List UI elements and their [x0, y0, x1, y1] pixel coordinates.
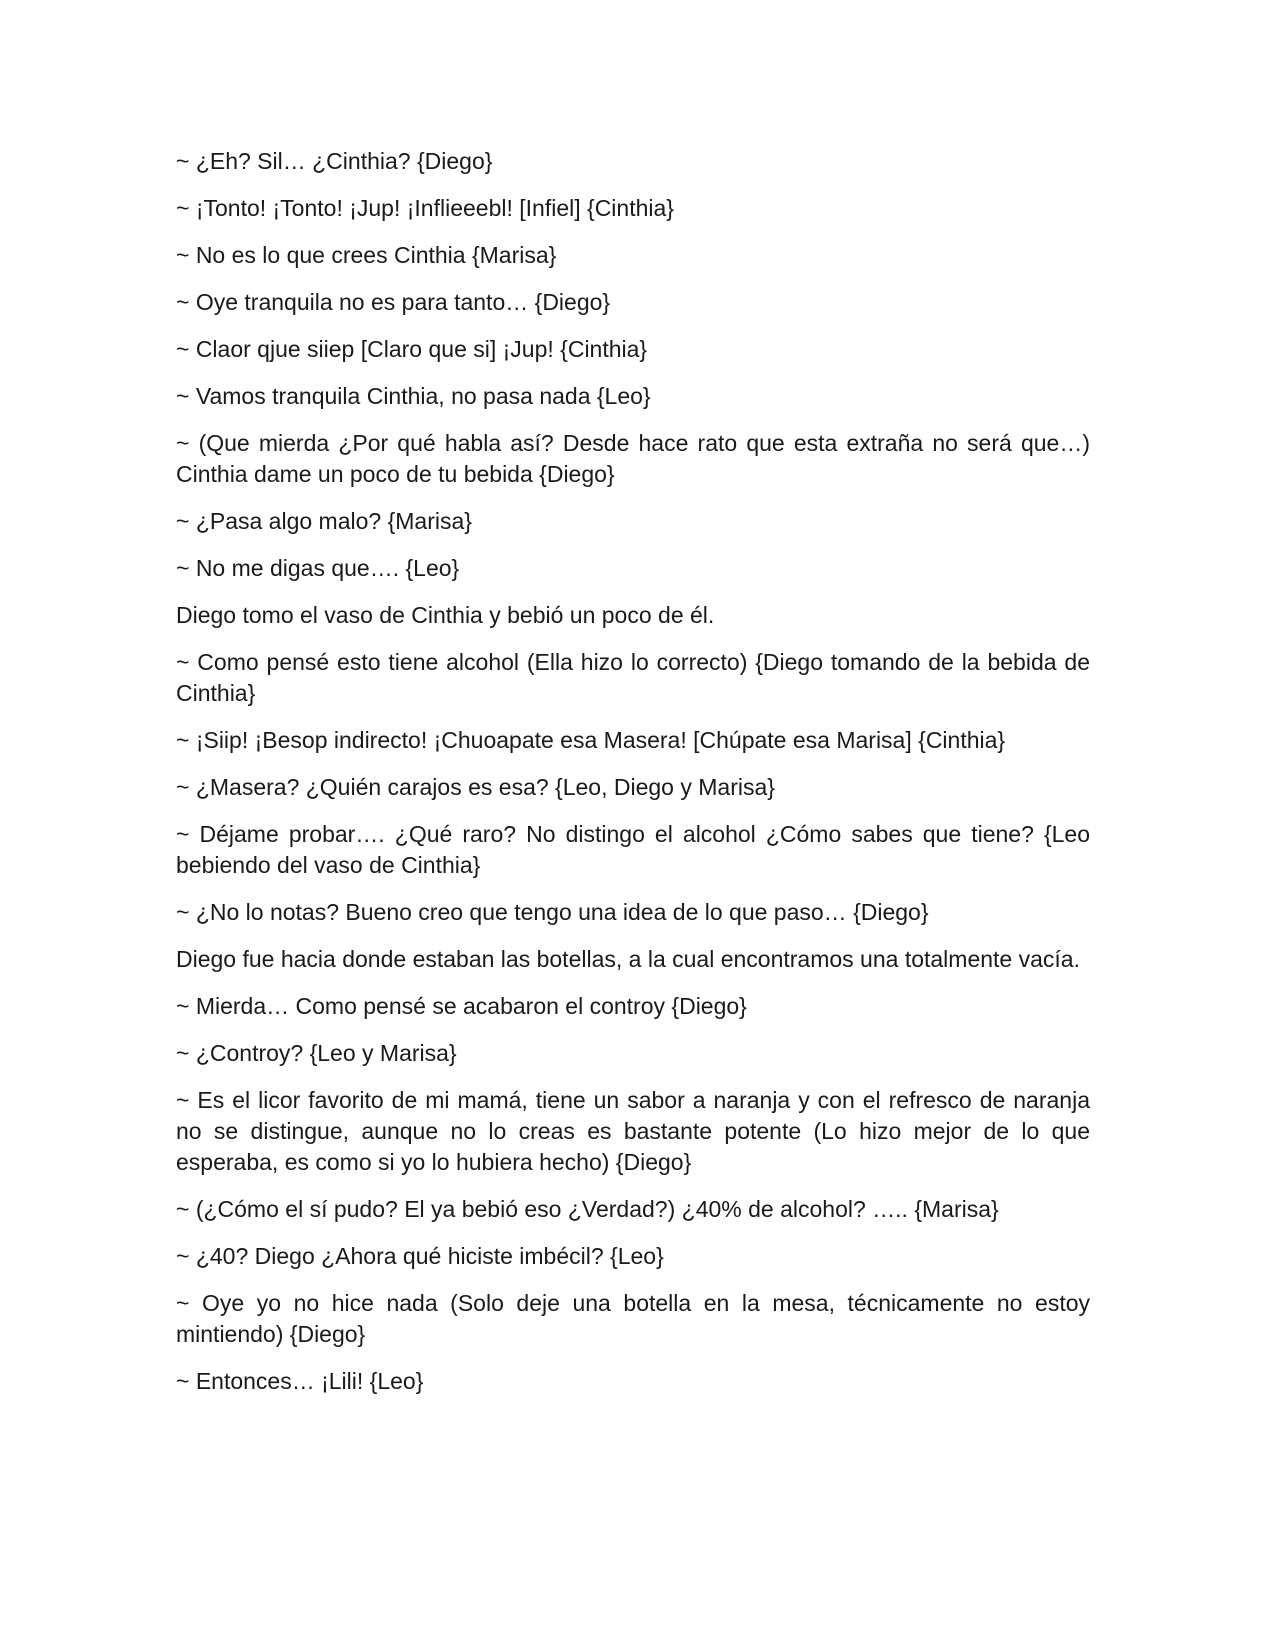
paragraph: ~ ¡Siip! ¡Besop indirecto! ¡Chuoapate esa Masera! [Chúpate esa Marisa] {Cinthia} — [176, 727, 1006, 753]
paragraph: ~ ¡Tonto! ¡Tonto! ¡Jup! ¡Inflieeebl! [Infiel] {Cinthia} — [176, 195, 674, 221]
paragraph: ~ ¿Masera? ¿Quién carajos es esa? {Leo, Diego y Marisa} — [176, 774, 775, 800]
paragraph: ~ ¿No lo notas? Bueno creo que tengo una idea de lo que paso… {Diego} — [176, 899, 929, 925]
paragraph: ~ No me digas que…. {Leo} — [176, 555, 460, 581]
paragraph: ~ Vamos tranquila Cinthia, no pasa nada {Leo} — [176, 383, 651, 409]
paragraph: ~ ¿Pasa algo malo? {Marisa} — [176, 508, 472, 534]
paragraph: ~ Oye tranquila no es para tanto… {Diego} — [176, 289, 611, 315]
paragraph: ~ ¿40? Diego ¿Ahora qué hiciste imbécil? {Leo} — [176, 1243, 664, 1269]
paragraph: ~ Es el licor favorito de mi mamá, tiene un sabor a naranja y con el refresco de naranja no se distingue, aunque no lo creas es bastante potente (Lo hizo mejor de lo que esperaba, es como si yo lo hubiera hecho) {Diego} — [176, 1087, 1090, 1175]
paragraph: ~ Déjame probar…. ¿Qué raro? No distingo el alcohol ¿Cómo sabes que tiene? {Leo bebiendo del vaso de Cinthia} — [176, 821, 1090, 878]
paragraph: Diego fue hacia donde estaban las botellas, a la cual encontramos una totalmente vacía. — [176, 946, 1080, 972]
paragraph: Diego tomo el vaso de Cinthia y bebió un poco de él. — [176, 602, 715, 628]
paragraph: ~ Como pensé esto tiene alcohol (Ella hizo lo correcto) {Diego tomando de la bebida de Cinthia} — [176, 649, 1090, 706]
paragraph: ~ Claor qjue siiep [Claro que si] ¡Jup! {Cinthia} — [176, 336, 648, 362]
paragraph: ~ (¿Cómo el sí pudo? El ya bebió eso ¿Verdad?) ¿40% de alcohol? ….. {Marisa} — [176, 1196, 999, 1222]
paragraph: ~ Entonces… ¡Lili! {Leo} — [176, 1368, 424, 1394]
paragraph: ~ ¿Eh? Sil… ¿Cinthia? {Diego} — [176, 148, 493, 174]
document-body — [176, 146, 1090, 1413]
paragraph: ~ Oye yo no hice nada (Solo deje una botella en la mesa, técnicamente no estoy mintiendo) {Diego} — [176, 1290, 1090, 1347]
paragraph: ~ ¿Controy? {Leo y Marisa} — [176, 1040, 457, 1066]
paragraph: ~ No es lo que crees Cinthia {Marisa} — [176, 242, 557, 268]
paragraph: ~ (Que mierda ¿Por qué habla así? Desde hace rato que esta extraña no será que…) Cinthia dame un poco de tu bebida {Diego} — [176, 430, 1090, 487]
paragraph: ~ Mierda… Como pensé se acabaron el controy {Diego} — [176, 993, 747, 1019]
